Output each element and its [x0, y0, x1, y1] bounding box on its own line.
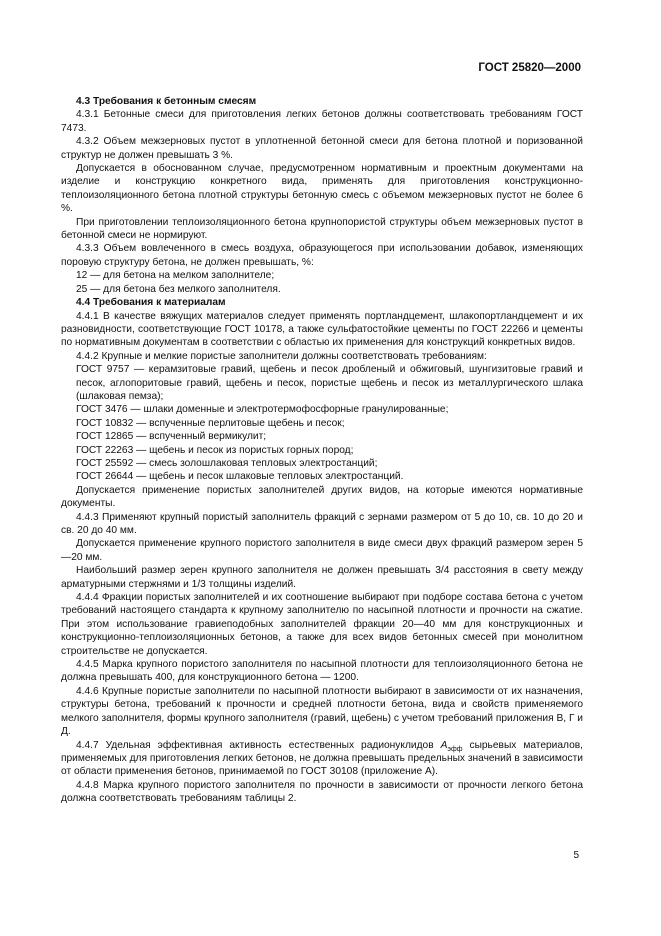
- page-number: 5: [573, 850, 579, 861]
- paragraph: 4.4.5 Марка крупного пористого заполнителя по насыпной плотности для теплоизоляционного бетона не должна превышать 400, для конструкционного бетона — 1200.: [61, 659, 583, 684]
- document-body: [61, 95, 583, 806]
- list-item: ГОСТ 22263 — щебень и песок из пористых горных пород;: [76, 444, 354, 456]
- paragraph: 4.4.8 Марка крупного пористого заполнителя по прочности в зависимости от прочности легкого бетона должна соответствовать требованиям таблицы 2.: [61, 779, 583, 805]
- paragraph: 4.4.1 В качестве вяжущих материалов следует применять портландцемент, шлакопортландцемент и их разновидности, соответствующие ГОСТ 10178, а также сульфатостойкие цементы по ГОСТ 22266 и цементы по нормативным документам в соответствии с областью их применения для конструкций конкретных видов.: [61, 310, 583, 349]
- paragraph: 4.3.2 Объем межзерновых пустот в уплотненной бетонной смеси для бетона плотной и поризованной структур не должен превышать 3 %.: [61, 136, 583, 161]
- paragraph: 4.4.7 Удельная эффективная активность естественных радионуклидов $A_{эфф}$ сырьевых материалов, применяемых для приготовления легких бетонов, не должна превышать предельных значений в зависимости от области применения бетонов, принимаемой по ГОСТ 30108 (приложение А).: [61, 739, 583, 778]
- list-item: 12 — для бетона на мелком заполнителе;: [76, 270, 275, 282]
- paragraph: При приготовлении теплоизоляционного бетона крупнопористой структуры объем межзерновых пустот в бетонной смеси не нормируют.: [61, 216, 583, 242]
- paragraph: 4.4.3 Применяют крупный пористый заполнитель фракций с зернами размером от 5 до 10, св. 10 до 20 и св. 20 до 40 мм.: [61, 511, 583, 536]
- paragraph: Допускается применение крупного пористого заполнителя в виде смеси двух фракций размером зерен 5—20 мм.: [61, 538, 583, 563]
- paragraph: Допускается применение пористых заполнителей других видов, на которые имеются нормативные документы.: [61, 484, 583, 510]
- section-heading: 4.3 Требования к бетонным смесям: [76, 96, 257, 107]
- list-item: ГОСТ 9757 — керамзитовые гравий, щебень и песок дробленый и обжиговый, шунгизитовые гравий и песок, аглопоритовые гравий, щебень и песок, пористые щебень и песок из металлургического шлака (шлаковая пемза);: [76, 364, 583, 402]
- standard-header: ГОСТ 25820—2000: [478, 62, 581, 74]
- paragraph: 4.4.4 Фракции пористых заполнителей и их соотношение выбирают при подборе состава бетона с учетом требований настоящего стандарта к крупному заполнителю по насыпной плотности и прочности на сжатие. При этом использование гравиеподобных заполнителей фракции 20—40 мм для конструкционных и конструкционно-теплоизоляционных бетонов, а также для всех видов бетонных смесей при монолитном строительстве не допускается.: [61, 592, 583, 657]
- list-item: ГОСТ 26644 — щебень и песок шлаковые тепловых электростанций.: [76, 471, 404, 483]
- list-item: ГОСТ 3476 — шлаки доменные и электротермофосфорные гранулированные;: [76, 404, 449, 416]
- paragraph: Допускается в обоснованном случае, предусмотренном нормативным и проектным документами на изделие и конструкцию конкретного вида, применять для приготовления конструкционно-теплоизоляционного бетона плотной структуры бетонную смесь с объемом межзерновых пустот не более 6 %.: [61, 163, 583, 215]
- list-item: ГОСТ 25592 — смесь золошлаковая тепловых электростанций;: [76, 457, 378, 469]
- list-item: ГОСТ 10832 — вспученные перлитовые щебень и песок;: [76, 417, 345, 429]
- section-heading: 4.4 Требования к материалам: [76, 297, 226, 309]
- paragraph: Наибольший размер зерен крупного заполнителя не должен превышать 3/4 расстояния в свету между арматурными стержнями и 1/3 толщины изделий.: [61, 565, 583, 590]
- list-item: ГОСТ 12865 — вспученный вермикулит;: [76, 431, 267, 443]
- paragraph: 4.3.1 Бетонные смеси для приготовления легких бетонов должны соответствовать требованиям ГОСТ 7473.: [61, 109, 583, 134]
- list-item: 25 — для бетона без мелкого заполнителя.: [76, 283, 281, 295]
- paragraph: 4.4.6 Крупные пористые заполнители по насыпной плотности выбирают в зависимости от их назначения, структуры бетона, требований к прочности и средней плотности бетона, вида и свойств применяемого мелкого заполнителя, формы крупного заполнителя (гравий, щебень) с учетом требований приложения В, Г и Д.: [61, 685, 583, 738]
- paragraph: 4.3.3 Объем вовлеченного в смесь воздуха, образующегося при использовании добавок, изменяющих поровую структуру бетона, не должен превышать, %:: [61, 243, 583, 268]
- paragraph: 4.4.2 Крупные и мелкие пористые заполнители должны соответствовать требованиям:: [76, 350, 487, 362]
